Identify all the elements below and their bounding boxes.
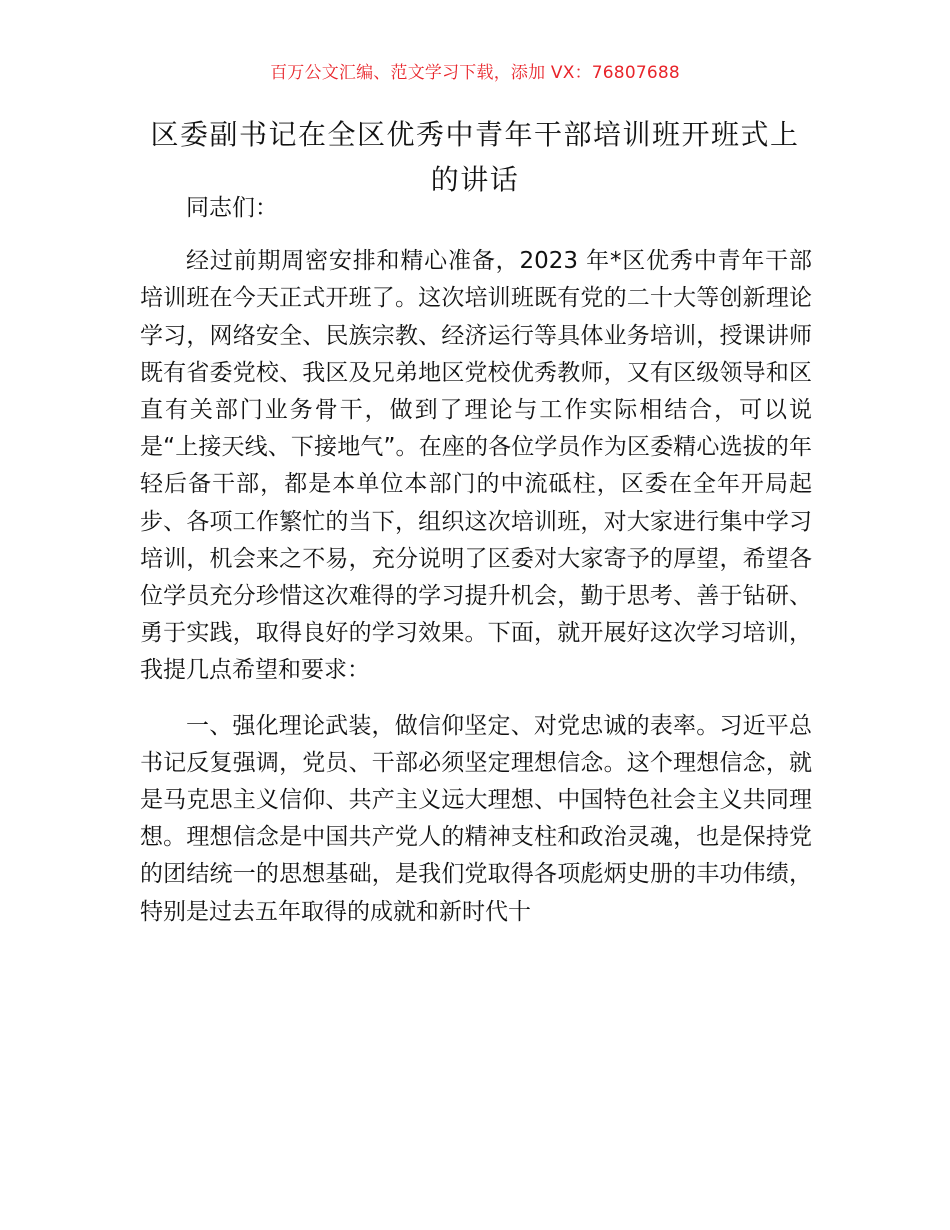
paragraph-section-one: 一、强化理论武装，做信仰坚定、对党忠诚的表率。习近平总书记反复强调，党员、干部必须坚定理想信念。这个理想信念，就是马克思主义信仰、共产主义远大理想、中国特色社会主义共同理想。理想信念是中国共产党人的精神支柱和政治灵魂，也是保持党的团结统一的思想基础，是我们党取得各项彪炳史册的丰功伟绩，特别是过去五年取得的成就和新时代十	[140, 712, 812, 925]
greeting: 同志们：	[186, 195, 278, 221]
paragraph-intro: 经过前期周密安排和精心准备，2023 年*区优秀中青年干部培训班在今天正式开班了。这次培训班既有党的二十大等创新理论学习，网络安全、民族宗教、经济运行等具体业务培训，授课讲师既有省委党校、我区及兄弟地区党校优秀教师，又有区级领导和区直有关部门业务骨干，做到了理论与工作实际相结合，可以说是“上接天线、下接地气”。在座的各位学员作为区委精心选拔的年轻后备干部，都是本单位本部门的中流砥柱，区委在全年开局起步、各项工作繁忙的当下，组织这次培训班，对大家进行集中学习培训，机会来之不易，充分说明了区委对大家寄予的厚望，希望各位学员充分珍惜这次难得的学习提升机会，勤于思考、善于钻研、勇于实践，取得良好的学习效果。下面，就开展好这次学习培训，我提几点希望和要求：	[140, 248, 812, 684]
document-title: 区委副书记在全区优秀中青年干部培训班开班式上的讲话	[150, 118, 800, 196]
header-watermark-note: 百万公文汇编、范文学习下载，添加 VX：76807688	[270, 63, 680, 83]
document-body	[140, 190, 812, 931]
